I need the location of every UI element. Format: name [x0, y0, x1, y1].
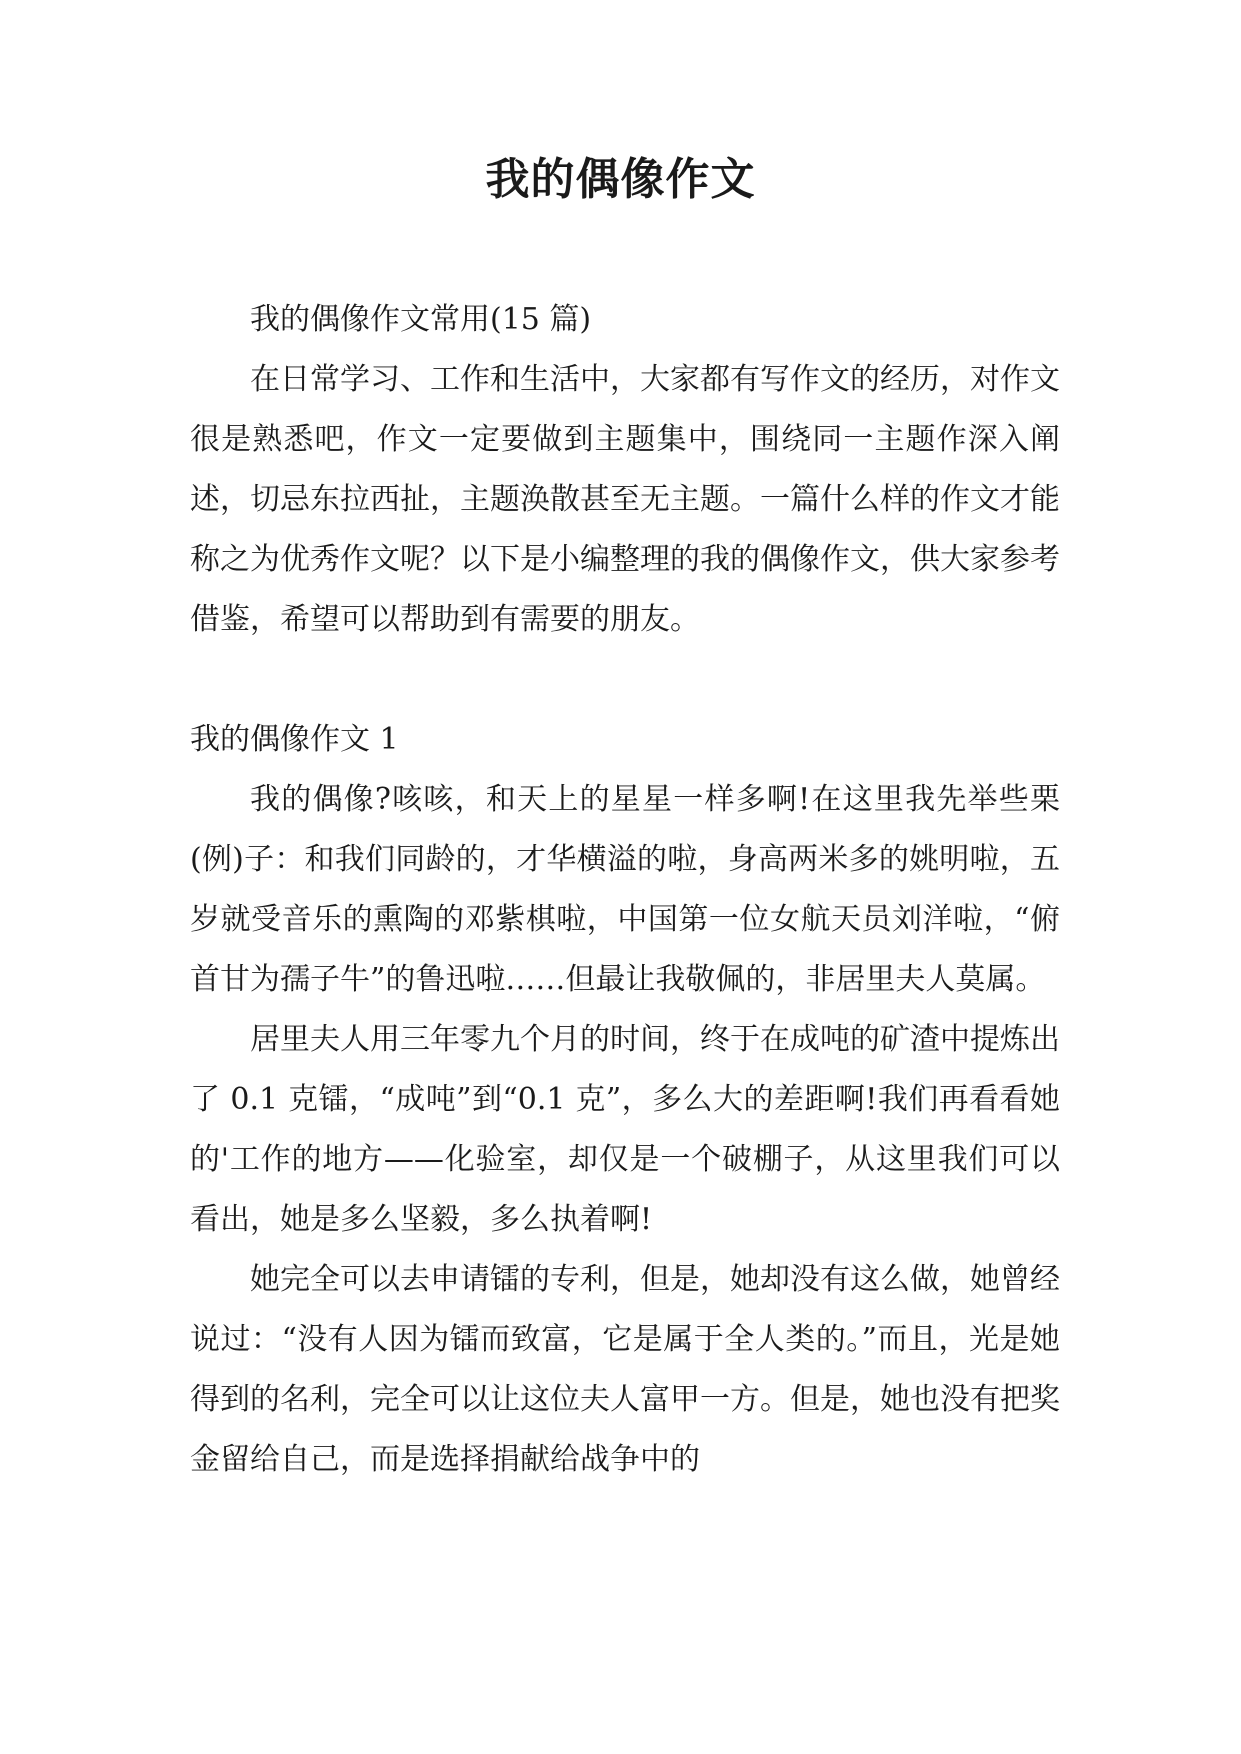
section-spacer [190, 650, 1060, 710]
document-title: 我的偶像作文 [485, 154, 756, 205]
body-paragraph-1: 我的偶像?咳咳，和天上的星星一样多啊!在这里我先举些栗(例)子：和我们同龄的，才华横溢的啦，身高两米多的姚明啦，五岁就受音乐的熏陶的邓紫棋啦，中国第一位女航天员刘洋啦，“俯首甘为孺子牛”的鲁迅啦……但最让我敬佩的，非居里夫人莫属。 [190, 782, 1060, 997]
section-heading: 我的偶像作文 1 [190, 722, 399, 757]
document-body [190, 290, 1060, 1490]
document-subtitle: 我的偶像作文常用(15 篇) [250, 302, 592, 337]
intro-paragraph: 在日常学习、工作和生活中，大家都有写作文的经历，对作文很是熟悉吧，作文一定要做到主题集中，围绕同一主题作深入阐述，切忌东拉西扯，主题涣散甚至无主题。一篇什么样的作文才能称之为优秀作文呢？以下是小编整理的我的偶像作文，供大家参考借鉴，希望可以帮助到有需要的朋友。 [190, 362, 1060, 637]
body-paragraph-2: 居里夫人用三年零九个月的时间，终于在成吨的矿渣中提炼出了 0.1 克镭，“成吨”到“0.1 克”，多么大的差距啊!我们再看看她的'工作的地方——化验室，却仅是一个破棚子，从这里我们可以看出，她是多么坚毅，多么执着啊! [190, 1022, 1060, 1237]
body-paragraph-3: 她完全可以去申请镭的专利，但是，她却没有这么做，她曾经说过：“没有人因为镭而致富，它是属于全人类的。”而且，光是她得到的名利，完全可以让这位夫人富甲一方。但是，她也没有把奖金留给自己，而是选择捐献给战争中的 [190, 1262, 1060, 1477]
